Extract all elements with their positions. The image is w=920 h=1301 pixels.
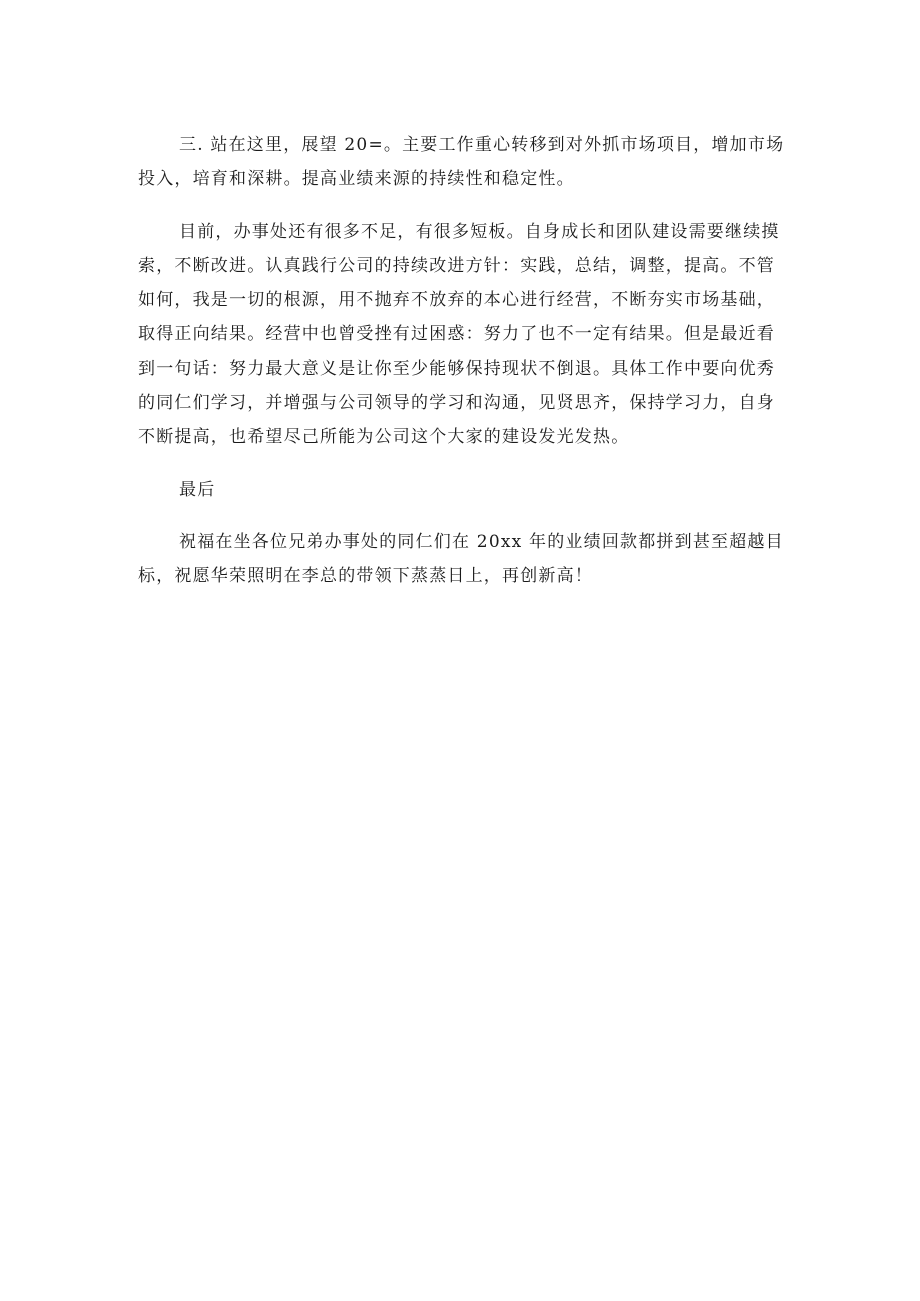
paragraph-line: 到一句话：努力最大意义是让你至少能够保持现状不倒退。具体工作中要向优秀 (138, 358, 775, 379)
paragraph-line: 投入，培育和深耕。提高业绩来源的持续性和稳定性。 (138, 169, 575, 190)
paragraph-line: 三. 站在这里，展望 20=。主要工作重心转移到对外抓市场项目，增加市场 (179, 135, 785, 155)
paragraph-line: 的同仁们学习，并增强与公司领导的学习和沟通，见贤思齐，保持学习力，自身 (138, 393, 775, 414)
paragraph-line: 不断提高，也希望尽己所能为公司这个大家的建设发光发热。 (138, 427, 630, 448)
paragraph-line: 目前，办事处还有很多不足，有很多短板。自身成长和团队建设需要继续摸 (179, 221, 780, 242)
paragraph-line: 祝福在坐各位兄弟办事处的同仁们在 20xx 年的业绩回款都拼到甚至超越目 (179, 531, 784, 552)
paragraph-line: 标，祝愿华荣照明在李总的带领下蒸蒸日上，再创新高！ (138, 566, 593, 587)
paragraph-line: 取得正向结果。经营中也曾受挫有过困惑：努力了也不一定有结果。但是最近看 (138, 324, 775, 345)
section-heading-finally (138, 473, 790, 507)
paragraph-blessing (138, 525, 790, 594)
document-body (138, 128, 790, 612)
paragraph-outlook (138, 128, 790, 197)
paragraph-current-status (138, 215, 790, 455)
paragraph-line: 索，不断改进。认真践行公司的持续改进方针：实践，总结，调整，提高。不管 (138, 255, 775, 276)
paragraph-line: 如何，我是一切的根源，用不抛弃不放弃的本心进行经营，不断夯实市场基础， (138, 290, 775, 311)
heading-text: 最后 (179, 479, 216, 500)
